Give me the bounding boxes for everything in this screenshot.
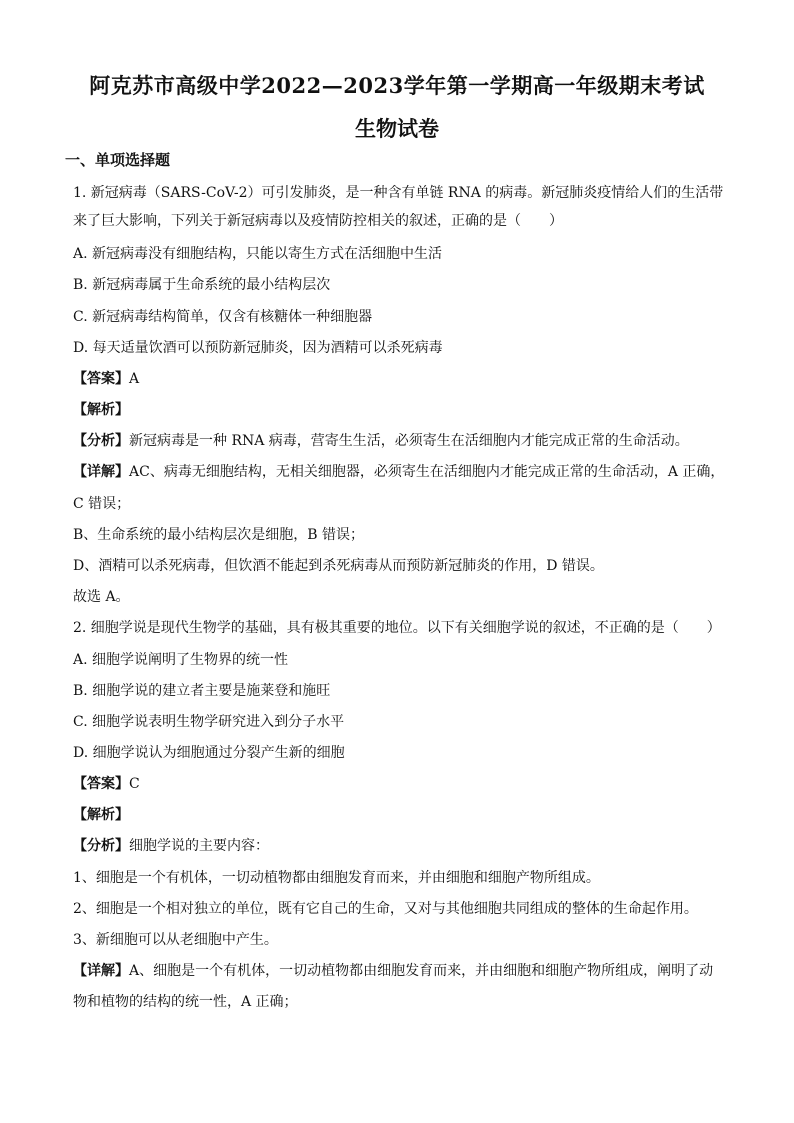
q2-analysis-tag: 【解析】 (73, 807, 129, 823)
q1-explain-b: B、生命系统的最小结构层次是细胞，B 错误； (73, 527, 365, 543)
q1-option-c: C. 新冠病毒结构简单，仅含有核糖体一种细胞器 (73, 309, 373, 325)
q1-fenxi (73, 431, 733, 451)
q2-point-2: 2、细胞是一个相对独立的单位，既有它自己的生命，又对与其他细胞共同组成的整体的生命起作用。 (73, 901, 698, 917)
q1-answer (73, 369, 733, 389)
q1-stem-line1: 1. 新冠病毒（SARS-CoV-2）可引发肺炎，是一种含有单链 RNA 的病毒。新冠肺炎疫情给人们的生活带 (73, 185, 724, 201)
q1-option-a: A. 新冠病毒没有细胞结构，只能以寄生方式在活细胞中生活 (73, 246, 443, 262)
q1-option-b: B. 新冠病毒属于生命系统的最小结构层次 (73, 277, 331, 293)
answer-tag: 【答案】 (73, 371, 129, 387)
q2-option-c: C. 细胞学说表明生物学研究进入到分子水平 (73, 714, 345, 730)
q2-xiangjie-line2: 物和植物的结构的统一性，A 正确； (73, 994, 298, 1010)
fenxi-tag: 【分析】 (73, 838, 129, 854)
q1-analysis-tag: 【解析】 (73, 402, 129, 418)
fenxi-text: 细胞学说的主要内容： (129, 838, 269, 854)
exam-subtitle: 生物试卷 (355, 116, 439, 141)
q1-xiangjie-line2: C 错误； (73, 496, 131, 512)
xiangjie-tag: 【详解】 (73, 963, 129, 979)
q2-xiangjie (73, 961, 733, 981)
answer-value: A (129, 371, 140, 387)
q2-option-b: B. 细胞学说的建立者主要是施莱登和施旺 (73, 683, 331, 699)
exam-title: 阿克苏市高级中学2022—2023学年第一学期高一年级期末考试 (89, 73, 705, 98)
q2-point-1: 1、细胞是一个有机体，一切动植物都由细胞发育而来，并由细胞和细胞产物所组成。 (73, 870, 600, 886)
q2-fenxi (73, 836, 733, 856)
q1-stem-line2: 来了巨大影响，下列关于新冠病毒以及疫情防控相关的叙述，正确的是（ ） (73, 213, 563, 229)
q2-option-a: A. 细胞学说阐明了生物界的统一性 (73, 652, 289, 668)
q1-option-d: D. 每天适量饮酒可以预防新冠肺炎，因为酒精可以杀死病毒 (73, 340, 443, 356)
q2-answer (73, 774, 733, 794)
q1-xiangjie (73, 462, 733, 482)
q1-explain-d: D、酒精可以杀死病毒，但饮酒不能起到杀死病毒从而预防新冠肺炎的作用，D 错误。 (73, 558, 604, 574)
q2-option-d: D. 细胞学说认为细胞通过分裂产生新的细胞 (73, 745, 345, 761)
q2-point-3: 3、新细胞可以从老细胞中产生。 (73, 932, 278, 948)
xiangjie-tag: 【详解】 (73, 464, 129, 480)
xiangjie-text: AC、病毒无细胞结构，无相关细胞器，必须寄生在活细胞内才能完成正常的生命活动，A 正确， (129, 464, 725, 480)
q2-stem: 2. 细胞学说是现代生物学的基础，具有极其重要的地位。以下有关细胞学说的叙述，不正确的是（ ） (73, 620, 721, 636)
answer-tag: 【答案】 (73, 776, 129, 792)
answer-value: C (129, 776, 140, 792)
fenxi-text: 新冠病毒是一种 RNA 病毒，营寄生生活，必须寄生在活细胞内才能完成正常的生命活动。 (129, 433, 689, 449)
q1-conclusion: 故选 A。 (73, 589, 130, 605)
xiangjie-text: A、细胞是一个有机体，一切动植物都由细胞发育而来，并由细胞和细胞产物所组成，阐明了动 (129, 963, 714, 979)
fenxi-tag: 【分析】 (73, 433, 129, 449)
section-heading: 一、单项选择题 (65, 151, 171, 169)
